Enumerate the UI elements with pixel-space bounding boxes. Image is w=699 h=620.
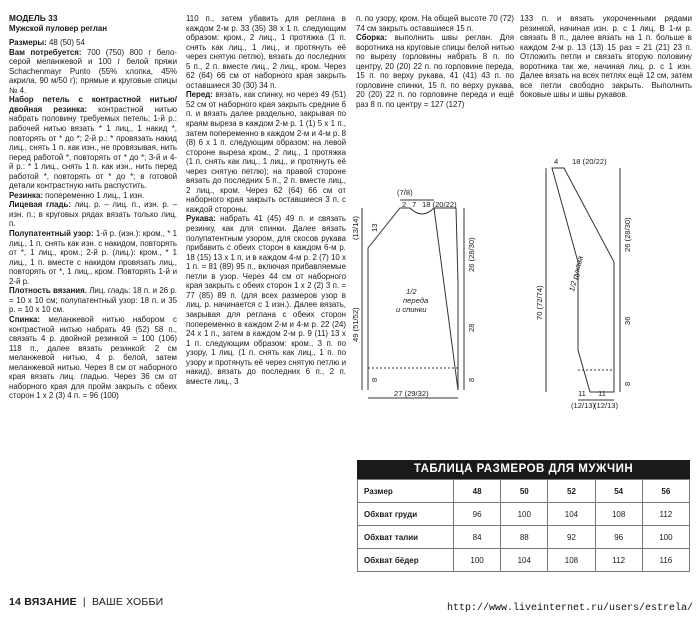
magazine-name: ВЯЗАНИЕ <box>24 596 77 608</box>
instruction-paragraph <box>9 48 177 96</box>
pattern-diagrams <box>351 157 692 410</box>
paragraph-label: Размеры: <box>9 38 47 48</box>
body-left-side-top: (13/14) <box>351 215 360 240</box>
size-table <box>357 460 690 572</box>
paragraph-label: Лицевая гладь: <box>9 200 72 210</box>
row-label: Размер <box>358 480 454 503</box>
row-label: Обхват талии <box>358 526 454 549</box>
sleeve-right-rib: 8 <box>623 381 632 386</box>
paragraph-text: лиц. р. – лиц. п., изн. р. – изн. п.; в круговых рядах вязать только лиц. п. <box>9 200 177 229</box>
table-cell: 104 <box>501 549 548 572</box>
table-cell: 48 <box>454 480 501 503</box>
instruction-paragraph <box>9 191 177 201</box>
footer-separator: | <box>82 596 86 608</box>
paragraph-label: Набор петель с контрастной нитью/двойная резинка: <box>9 95 177 114</box>
sleeve-label: 1/2 рукава <box>567 255 585 293</box>
paragraph-label: Спинка: <box>9 314 41 324</box>
page-footer <box>9 596 163 608</box>
table-cell: 100 <box>501 503 548 526</box>
table-cell: 112 <box>642 503 689 526</box>
instruction-paragraph <box>9 286 177 315</box>
table-cell: 100 <box>642 526 689 549</box>
body-left-side-num: 13 <box>370 223 379 232</box>
instruction-paragraph <box>186 14 346 90</box>
paragraph-text: 700 (750) 800 г бело-серой меланжевой и 100 г белой пряжи Schachenmayr Punto (55% хлопка, 45% акрила, 90 м/50 г); прямые и круговые спицы № 4. <box>9 47 177 95</box>
sleeve-top-width: 18 (20/22) <box>572 157 607 166</box>
table-row <box>358 503 690 526</box>
paragraph-label: Полупатентный узор: <box>9 229 94 239</box>
body-bottom-width: 27 (29/32) <box>394 389 429 398</box>
paragraph-label: Сборка: <box>356 33 388 43</box>
body-right-raglan: 26 (28/30) <box>467 237 476 272</box>
paragraph-label: Плотность вязания. <box>9 286 87 296</box>
body-label-2: переда <box>403 296 429 305</box>
table-cell: 104 <box>548 503 595 526</box>
table-cell: 108 <box>548 549 595 572</box>
body-right-rib: 8 <box>467 377 476 382</box>
instruction-paragraph <box>9 229 177 286</box>
row-label: Обхват бёдер <box>358 549 454 572</box>
table-cell: 56 <box>642 480 689 503</box>
instructions-column-1 <box>9 14 177 401</box>
paragraph-text: Лиц. гладь: 18 п. и 26 р. = 10 х 10 см; полупатентный узор: 18 п. и 35 р. = 10 х 10 см. <box>9 286 177 315</box>
source-url[interactable]: http://www.liveinternet.ru/users/estrela/ <box>446 603 693 614</box>
sleeve-bottom-right: 11 <box>598 389 606 398</box>
table-cell: 50 <box>501 480 548 503</box>
instruction-paragraph <box>520 14 692 100</box>
table-cell: 92 <box>548 526 595 549</box>
instructions-column-2 <box>186 14 346 386</box>
table-cell: 54 <box>595 480 642 503</box>
paragraph-text: 110 п., затем убавить для реглана в каждом 2-м р. 33 (35) 38 х 1 п. следующим образом: кром., 2 лиц., 1 протяжка (1 п. снять как лиц., 1 лиц., и протянуть её через снятую петлю), вязать до последних 5 п., 2 п. вместе лиц., 2 лиц., кром. Через 62 (64) 66 см от наборного края закрыть оставшиеся 30 (30) 34 п. <box>186 14 346 90</box>
body-neck-top: (7/8) <box>397 188 413 197</box>
paragraph-label: Перед: <box>186 90 213 100</box>
row-label: Обхват груди <box>358 503 454 526</box>
table-cell: 108 <box>595 503 642 526</box>
instruction-paragraph <box>9 38 177 48</box>
sleeve-right-body: 36 <box>623 316 632 325</box>
sleeve-outline <box>552 168 614 392</box>
paragraph-text: вязать, как спинку, но через 49 (51) 52 см от наборного края закрыть средние 6 п. и вязать далее раздельно, закрывая по краям выреза в каждом 2-м р. 1 (1) 5 х 1 п., затем попеременно в каждом 2-м и 4-м р. 8 (8) 6 х 1 п. следующим образом: на левой стороне выреза кром., 2 лиц., 1 протяжка (1 п. снять как лиц., 1 лиц., и протянуть её через снятую петлю); на правой стороне вязать до последних 5 п., 2 п. вместе лиц., 2 лиц., кром. Через 62 (64) 66 см от наборного края закрыть оставшиеся 3 п. с каждой стороны. <box>186 90 346 214</box>
page-number: 14 <box>9 596 22 608</box>
instruction-paragraph <box>356 14 514 33</box>
paragraph-text: попеременно 1 лиц., 1 изн. <box>42 190 145 200</box>
paragraph-text: набрать 41 (45) 49 п. и связать резинку, как для спинки. Далее вязать полупатентным узором, для скосов рукава прибавить с обеих сторон в каждом 6-м р. 18 (15) 13 х 1 п. и в каждом 4-м р. 2 (7) 10 х 1 п. = 81 (89) 95 п., включая прибавляемые петли в узор. Через 44 см от наборного края закрыть с обеих сторон 1 х 2 (2) 3 п. = 77 (85) 89 п. (для всех размеров узор в лиц. р. начинается с 1 изн.). Далее вязать, закрывая для реглана с обеих сторон попеременно в каждом 2-м и 4-м р. 22 (24) 24 х 1 п., затем в каждом 2-м р. 9 (11) 13 х 1 п. следующим образом: кром., 3 п. по узору, 1 лиц. (1 п. снять как лиц., 1 п. по узору и протянуть её через снятую петлю и накид), вязать до последних 6 п., 2 п. вместе лиц., 3 <box>186 214 346 386</box>
col2-paragraphs <box>186 14 346 386</box>
paragraph-label: Вам потребуется: <box>9 47 82 57</box>
sleeve-top-small: 4 <box>554 157 559 166</box>
table-cell: 96 <box>595 526 642 549</box>
body-left-height: 49 (51/52) <box>351 307 360 342</box>
instruction-paragraph <box>9 95 177 190</box>
table-cell: 96 <box>454 503 501 526</box>
instruction-paragraph <box>9 315 177 401</box>
body-left-rib: 8 <box>370 377 379 382</box>
table-row <box>358 549 690 572</box>
body-right-body: 28 <box>467 323 476 332</box>
table-cell: 100 <box>454 549 501 572</box>
paragraph-text: 48 (50) 54 <box>46 38 85 48</box>
size-table-grid <box>357 479 690 572</box>
paragraph-text: 1-й р. (изн.): кром., * 1 лиц., 1 п. снять как изн. с накидом, повторять от *, 1 лиц., кром.; 2-й р. (лиц.): кром., * 1 лиц., 1 п. вместе с накидом провязать лиц., повторять от *, 1 лиц., кром. Повторять 1-й и 2-й р. <box>9 229 177 286</box>
body-shoulder-top: 7 <box>412 200 417 209</box>
paragraph-text: п. по узору, кром. На общей высоте 70 (72) 74 см закрыть оставшиеся 15 п. <box>356 14 514 33</box>
paragraph-text: 133 п. и вязать укороченными рядами резинкой, начиная изн. р. с 1 лиц. В 1-м р. связать 8 п., далее вязать на 1 п. больше в каждом 2-м р. 13 (13) 15 раз = 21 (21) 23 п. Отложить петли и связать вторую половину воротника так же, начиная лиц. р. с 1 изн. Далее вязать на всех петлях ещё 12 см, затем все петли свободно закрыть. Выполнить боковые швы и швы рукавов. <box>520 14 692 100</box>
sleeve-right-raglan: 26 (28/30) <box>623 217 632 252</box>
sleeve-bottom-left-sub: (12/13) <box>571 401 596 410</box>
instruction-paragraph <box>356 33 514 109</box>
paragraph-label: Резинка: <box>9 190 43 200</box>
instruction-paragraph <box>9 200 177 229</box>
col3-paragraphs <box>356 14 514 109</box>
sleeve-bottom-right-sub: (12/13) <box>594 401 619 410</box>
table-cell: 52 <box>548 480 595 503</box>
table-cell: 84 <box>454 526 501 549</box>
magazine-subtitle: ВАШЕ ХОББИ <box>91 596 164 608</box>
sleeve-left-height: 70 (72/74) <box>535 285 544 320</box>
table-cell: 112 <box>595 549 642 572</box>
body-neck-side: 2 <box>402 200 407 209</box>
paragraph-text: контрастной нитью набрать половину требуемых петель; 1-й р.: рабочей нитью вязать * 1 лиц., 1 накид *, повторять от * до *; 2-й р.: * провязать накид лиц., снять 1 п. как изн., не провязывая, нить перед работой *, повторять от * до *; 3-й и 4-й р.: * 1 лиц., снять 1 п. как изн., нить перед работой *, повторять от * до *; в готовой детали контрастную нить распустить. <box>9 104 177 191</box>
col1-paragraphs <box>9 38 177 401</box>
sleeve-bottom-left: 11 <box>578 389 586 398</box>
col4-paragraphs <box>520 14 692 100</box>
body-label-3: и спинки <box>396 305 427 314</box>
table-cell: 116 <box>642 549 689 572</box>
body-label-1: 1/2 <box>406 287 417 296</box>
instructions-column-3 <box>356 14 514 109</box>
paragraph-text: меланжевой нитью набором с контрастной нитью набрать 49 (52) 58 п., связать 4 р. двойной резинкой = 100 (106) 118 п., далее вязать резинкой: 2 см меланжевой нитью, 4 р. белой, затем меланжевой нитью. Через 8 см от наборного края вязать лиц. гладью. Через 36 см от наборного края для пройм закрыть с обеих сторон 1 х 2 (3) 4 п. = 96 (100) <box>9 314 177 401</box>
model-title: МОДЕЛЬ 33 <box>9 13 58 23</box>
instruction-paragraph <box>186 90 346 214</box>
model-subtitle: Мужской пуловер реглан <box>9 23 108 33</box>
instructions-column-4 <box>520 14 692 100</box>
body-width-top: 18 (20/22) <box>422 200 457 209</box>
table-row <box>358 480 690 503</box>
size-table-title: ТАБЛИЦА РАЗМЕРОВ ДЛЯ МУЖЧИН <box>357 460 690 479</box>
table-row <box>358 526 690 549</box>
paragraph-text: выполнить швы реглан. Для воротника на круговые спицы белой нитью по вырезу горловины набрать 8 п. по центру, 20 (20) 22 п. по горловине переда, 15 п. по верху рукава, 41 (41) 43 п. по горловине спинки, 15 п. по верху рукава, 20 (20) 22 п. по горловине переда и ещё раз 8 п. по центру = 127 (127) <box>356 33 514 109</box>
instruction-paragraph <box>186 214 346 386</box>
table-cell: 88 <box>501 526 548 549</box>
paragraph-label: Рукава: <box>186 214 216 224</box>
